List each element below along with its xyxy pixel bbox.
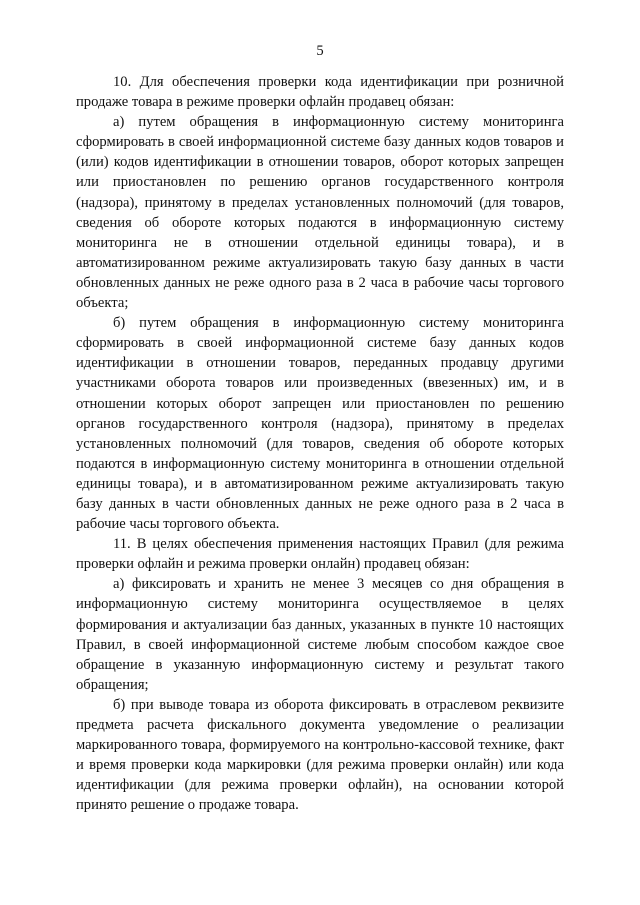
document-body xyxy=(76,72,564,815)
paragraph-11-a: а) фиксировать и хранить не менее 3 месяцев со дня обращения в информационную систему мониторинга осуществляемое в целях формирования и актуализации баз данных, указанных в пункте 10 настоящих Правил, в своей информационной системе любым способом каждое свое обращение в указанную информационную систему и результат такого обращения; xyxy=(76,576,564,693)
paragraph-11-b: б) при выводе товара из оборота фиксировать в отраслевом реквизите предмета расчета фискального документа уведомление о реализации маркированного товара, формируемого на контрольно-кассовой технике, факт и время проверки кода маркировки (для режима проверки онлайн) или кода идентификации (для режима проверки офлайн), на основании которой принято решение о продаже товара. xyxy=(76,696,564,814)
paragraph-11: 11. В целях обеспечения применения настоящих Правил (для режима проверки офлайн и режима проверки онлайн) продавец обязан: xyxy=(76,536,564,573)
page-number: 5 xyxy=(316,43,324,59)
paragraph-10-a: а) путем обращения в информационную систему мониторинга сформировать в своей информационной системе базу данных кодов товаров и (или) кодов идентификации в отношении товаров, оборот которых запрещен или приостановлен по решению органов государственного контроля (надзора), принятому в пределах установленных полномочий (для товаров, сведения об обороте которых подаются в информационную систему мониторинга не в отношении отдельной единицы товара), и в автоматизированном режиме актуализировать такую базу данных в части обновленных данных не реже одного раза в 2 часа в рабочие часы торгового объекта; xyxy=(76,114,564,312)
paragraph-10: 10. Для обеспечения проверки кода идентификации при розничной продаже товара в режиме проверки офлайн продавец обязан: xyxy=(76,74,564,111)
paragraph-10-b: б) путем обращения в информационную систему мониторинга сформировать в своей информационной системе базу данных кодов идентификации в отношении товаров, переданных продавцу другими участниками оборота товаров или произведенных (ввезенных) им, и в отношении которых оборот запрещен или приостановлен по решению органов государственного контроля (надзора), принятому в пределах установленных полномочий (для товаров, сведения об обороте которых подаются в информационную систему мониторинга в отношении отдельной единицы товара), и в автоматизированном режиме актуализировать такую базу данных в части обновленных данных не реже одного раза в 2 часа в рабочие часы торгового объекта. xyxy=(76,315,564,533)
